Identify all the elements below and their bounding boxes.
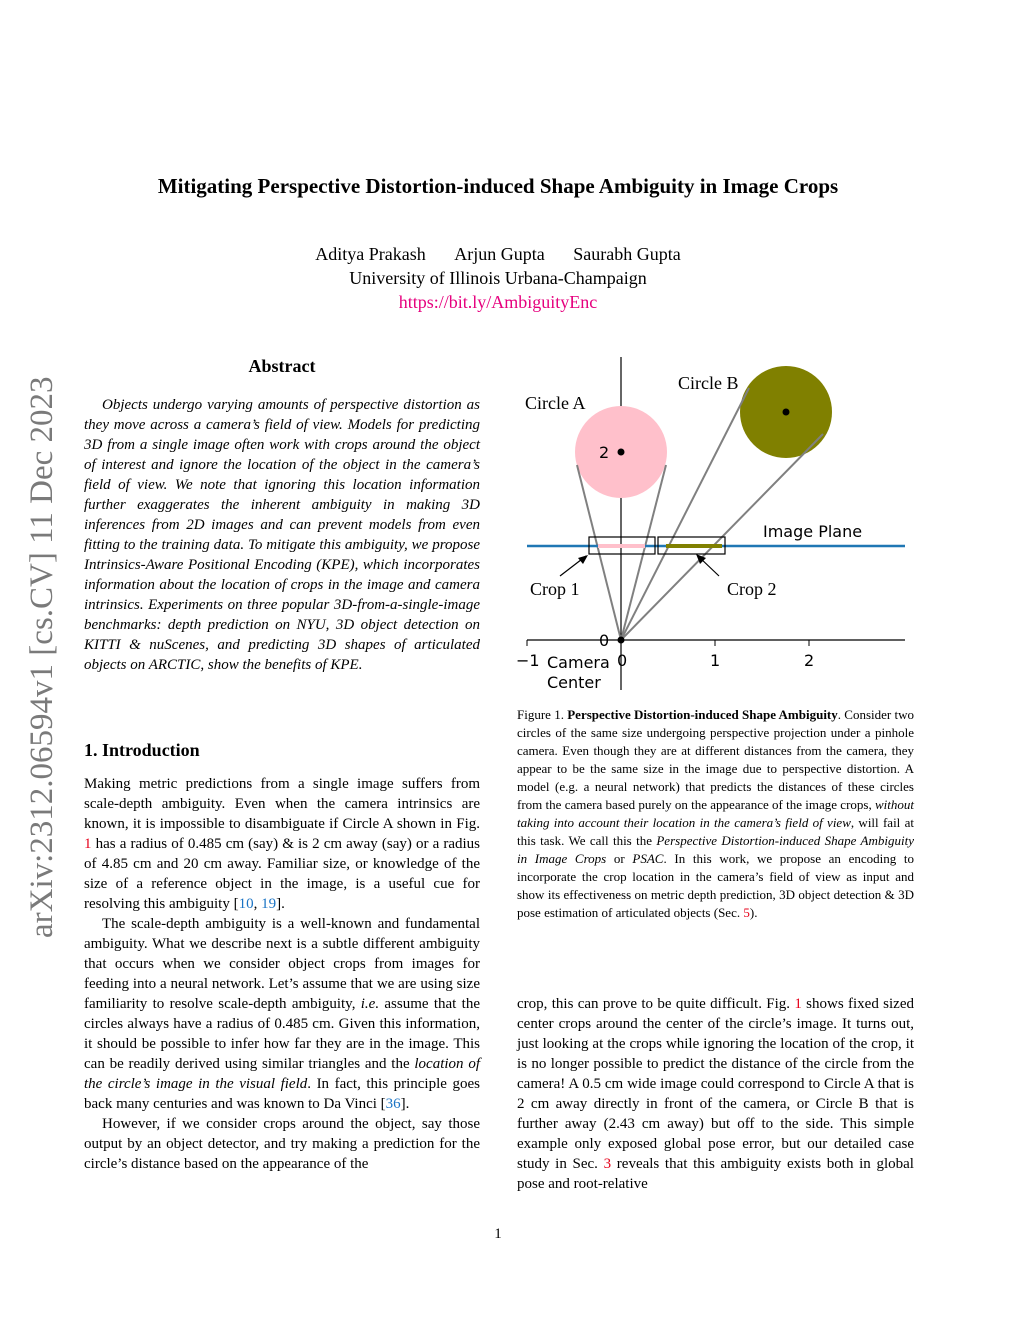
circle-a-center xyxy=(618,449,625,456)
right-column-body xyxy=(517,994,914,1194)
right-paragraph xyxy=(517,994,914,1194)
text-run: crop, this can prove to be quite difficult. Fig. xyxy=(517,996,795,1012)
text-run: Perspective Distortion-induced Shape Ambiguity xyxy=(567,707,838,722)
citation-link[interactable]: 10 xyxy=(238,896,254,912)
x-tick-label: 0 xyxy=(617,651,628,670)
intro-paragraph-1 xyxy=(84,774,480,914)
intro-paragraph-3: However, if we consider crops around the object, say those output by an object detector, and try making a prediction for the circle’s distance based on the appearance of the xyxy=(84,1116,480,1172)
citation-link[interactable]: 36 xyxy=(385,1096,401,1112)
x-tick-label: 1 xyxy=(710,651,721,670)
section-heading-introduction: 1. Introduction xyxy=(84,740,200,760)
circle-b-label: Circle B xyxy=(678,373,739,393)
text-run: . Consider two circles of the same size undergoing perspective projection under a pinhole camera. Even though they are at different distances from the camera, they appear to be the same size in the image due to perspective distortion. A model (e.g. a neural network) that predicts the distances of these circles from the camera based purely on the appearance of the image crops, xyxy=(517,707,914,812)
figure-1-diagram xyxy=(510,350,920,700)
text-run: Perspective Distortion-induced Shape Ambiguity in Image Crops xyxy=(517,833,914,866)
arxiv-stamp: arXiv:2312.06594v1 [cs.CV] 11 Dec 2023 xyxy=(24,376,60,938)
circle-b-center xyxy=(783,409,790,416)
author-name: Aditya Prakash xyxy=(315,244,426,264)
text-run: ]. xyxy=(276,896,285,912)
section-ref-link[interactable]: 5 xyxy=(743,905,750,920)
page-number: 1 xyxy=(494,1226,502,1242)
figure-caption-text xyxy=(517,706,914,922)
crop-1-label: Crop 1 xyxy=(530,579,580,599)
camera-center-label: Camera xyxy=(547,653,610,672)
text-run: shows fixed sized center crops around the center of the circle’s image. It turns out, just looking at the crops while ignoring the location of the crop, it is no longer possible to predict the distance of the circle from the camera! A 0.5 cm wide image could correspond to Circle A that is 2 cm away directly in front of the camera, or Circle B that is further away (2.43 cm away) but off to the side. This simple example only exposed global pose error, but our detailed case study in Sec. xyxy=(517,996,914,1172)
text-run: ). xyxy=(749,905,758,920)
author-names xyxy=(0,242,996,266)
intro-paragraph-2 xyxy=(84,914,480,1114)
text-run: PSAC xyxy=(632,851,664,866)
author-name: Arjun Gupta xyxy=(454,244,545,264)
text-run: , will fail at this task. We call this the xyxy=(517,815,914,848)
text-run: Figure 1. xyxy=(517,707,564,722)
y-tick-label-2: 2 xyxy=(599,443,610,462)
left-column xyxy=(84,356,480,1196)
text-run: ]. xyxy=(400,1096,410,1112)
text-run: without taking into account their location in the camera’s field of view xyxy=(517,797,914,830)
author-block xyxy=(0,242,996,314)
text-run: has a radius of 0.485 cm (say) & is 2 cm away (say) or a radius of 4.85 cm and 20 cm away. Familiar size, or knowledge of the size of a reference object in the image, is a useful cue for resolving this ambiguity [ xyxy=(84,836,480,912)
image-plane-label: Image Plane xyxy=(763,522,863,541)
figure-ref-link[interactable]: 1 xyxy=(794,996,802,1012)
text-run: i.e. xyxy=(360,996,380,1012)
x-tick-label: −1 xyxy=(516,651,540,670)
section-ref-link[interactable]: 3 xyxy=(603,1156,612,1172)
affiliation: University of Illinois Urbana-Champaign xyxy=(349,268,647,288)
text-run: Making metric predictions from a single image suffers from scale-depth ambiguity. Even when the camera intrinsics are known, it is impossible to disambiguate if Circle A shown in Fig. xyxy=(84,776,480,832)
figure-ref-link[interactable]: 1 xyxy=(84,836,92,852)
author-name: Saurabh Gupta xyxy=(573,244,681,264)
text-run: . In this work, we propose an encoding to incorporate the crop location in the camera’s field of view as input and show its effectiveness on metric depth prediction, 3D object detection & 3D pose estimation of articulated objects (Sec. xyxy=(517,851,914,920)
citation-link[interactable]: 19 xyxy=(261,896,277,912)
introduction-body xyxy=(84,774,480,1174)
camera-center-label: Center xyxy=(547,673,601,692)
arrow-head xyxy=(578,555,588,564)
project-link[interactable]: https://bit.ly/AmbiguityEnc xyxy=(398,292,598,312)
figure-caption xyxy=(517,706,914,922)
x-tick-label: 2 xyxy=(804,651,815,670)
crop-2-label: Crop 2 xyxy=(727,579,777,599)
camera-center-point xyxy=(618,637,625,644)
abstract-heading: Abstract xyxy=(248,356,316,376)
circle-a-label: Circle A xyxy=(525,393,586,413)
text-run: location of the circle’s image in the visual field xyxy=(84,1056,480,1092)
text-run: , xyxy=(253,896,262,912)
paper-title: Mitigating Perspective Distortion-induced Shape Ambiguity in Image Crops xyxy=(157,174,839,198)
text-run: reveals that this ambiguity exists both in global pose and root-relative xyxy=(517,1156,914,1192)
text-run: assume that the circles always have a radius of 0.485 cm. Given this information, it should be possible to infer how far they are in the image. This can be readily derived using similar triangles and the xyxy=(84,996,480,1072)
text-run: . In fact, this principle goes back many centuries and was known to Da Vinci [ xyxy=(84,1076,480,1112)
y-tick-label-0: 0 xyxy=(599,631,610,650)
text-run: The scale-depth ambiguity is a well-known and fundamental ambiguity. What we describe next is a subtle different ambiguity that occurs when we consider object crops from images for feeding into a neural network. Let’s assume that we are using size familiarity to resolve scale-depth ambiguity, xyxy=(84,916,480,1012)
abstract-text: Objects undergo varying amounts of perspective distortion as they move across a camera’s field of view. Models for predicting 3D from a single image often work with crops around the object of interest and ignore the location of the object in the camera’s field of view. We note that ignoring this location information further exaggerates the inherent ambiguity in making 3D inferences from 2D images and can prevent models from even fitting to the training data. To mitigate this ambiguity, we propose Intrinsics-Aware Positional Encoding (KPE), which incorporates information about the location of crops in the image and camera intrinsics. Experiments on three popular 3D-from-a-single-image benchmarks: depth prediction on NYU, 3D object detection on KITTI & nuScenes, and predicting 3D shapes of articulated objects on ARCTIC, show the benefits of KPE. xyxy=(84,397,480,673)
text-run: or xyxy=(606,851,633,866)
